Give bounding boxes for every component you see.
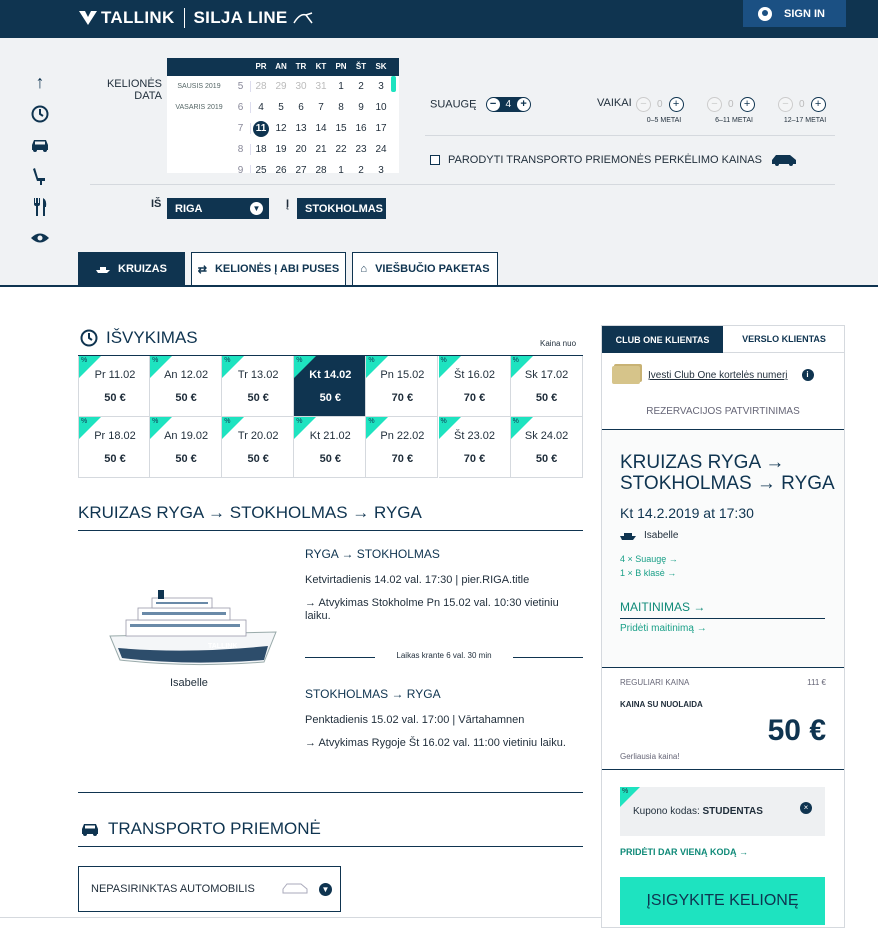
calendar-day[interactable] [311,165,331,173]
calendar-day[interactable] [251,165,271,173]
departure-title [80,328,198,348]
calendar[interactable] [167,58,399,173]
weekday: PR [255,62,267,71]
coupon-text [633,806,763,817]
calendar-week-row [167,76,399,97]
calendar-day[interactable] [271,102,291,113]
calendar-day-number: 29 [275,81,287,92]
add-code-link[interactable]: PRIDĖTI DAR VIENĄ KODĄ → [620,847,749,857]
children-1-age: 0–5 METAI [646,117,682,124]
from-value: RIGA [175,202,203,215]
clock-icon [80,329,98,347]
leg-return-title: STOKHOLMAS → RYGA [305,687,441,701]
calendar-body [167,76,399,173]
leg-outbound [305,547,585,633]
departure-price: 50 € [175,453,197,465]
discount-price-label: KAINA SU NUOLAIDA [620,700,703,709]
weekday: KT [315,62,327,71]
from-label: IŠ [151,198,162,210]
departure-date-option[interactable] [294,356,366,417]
departure-price: 70 € [391,392,414,404]
children-2-plus-button[interactable]: + [740,97,755,112]
calendar-week-row [167,139,399,160]
leg-return [305,687,585,760]
percent-icon: % [440,357,447,364]
leg-outbound-arrival: → Atvykimas Stokholme Pn 15.02 val. 10:30 vietiniu laiku. [305,597,559,622]
brand-tallink: TALLINK [101,8,175,27]
departure-title-text: IŠVYKIMAS [106,328,198,347]
calendar-day-number: 1 [338,81,344,92]
children-1-minus-button[interactable]: − [636,97,651,112]
divider [90,184,835,185]
departure-price: 50 € [175,392,197,404]
adults-minus-button[interactable]: − [487,98,500,111]
leg-outbound-title: RYGA → STOKHOLMAS [305,547,440,561]
departure-date-option[interactable] [439,356,511,417]
calendar-day-number: 17 [375,123,387,134]
calendar-day[interactable] [311,102,331,113]
club-card-icon [612,366,640,384]
calendar-day[interactable] [331,165,351,173]
percent-icon: % [152,357,159,364]
clock-icon[interactable] [29,98,51,129]
calendar-day-number: 11 [253,121,269,137]
weekday: SK [375,62,387,71]
tab-round-trip-label: KELIONĖS Į ABI PUSES [214,263,340,275]
percent-icon: % [81,418,88,425]
ship-icon [620,531,636,540]
calendar-day[interactable] [351,123,371,134]
departure-date-option[interactable] [511,356,583,417]
remove-coupon-icon[interactable]: × [800,802,812,814]
calendar-day-number: 22 [335,144,347,155]
children-2-age: 6–11 METAI [715,117,753,124]
departure-date-option[interactable] [366,417,438,478]
calendar-day-number: 20 [295,144,307,155]
percent-icon: % [512,357,519,364]
percent-icon: % [622,788,629,795]
passengers-link[interactable]: 4 × Suaugę → [620,554,678,564]
sidebar-icons [29,67,51,253]
car-icon[interactable] [29,129,51,160]
calendar-month-label: VASARIS 2019 [175,103,223,111]
departure-day: Tr 20.02 [237,430,279,442]
calendar-day[interactable] [351,165,371,173]
calendar-day[interactable] [251,81,271,92]
percent-icon: % [512,418,519,425]
children-1-value: 0 [657,99,663,110]
calendar-day[interactable] [251,121,271,137]
calendar-day-number: 24 [375,144,387,155]
coupon-label: Kupono kodas: [633,806,700,817]
calendar-day-number: 26 [275,165,287,173]
departure-date-option[interactable] [366,356,438,417]
adults-control [430,97,531,112]
percent-icon: % [440,418,447,425]
calendar-day-number: 14 [315,123,327,134]
chevron-down-icon: ▼ [250,202,263,215]
calendar-day[interactable] [371,123,391,134]
calendar-week-row [167,160,399,173]
calendar-day[interactable] [291,123,311,134]
to-value: STOKHOLMAS [305,202,384,215]
adults-plus-button[interactable]: + [517,98,530,111]
calendar-weekdays [167,58,399,76]
ship-image [108,588,278,668]
trip-summary-title: KRUIZAS RYGA → STOKHOLMAS → RYGA [620,452,835,494]
calendar-day-number: 16 [355,123,367,134]
calendar-day-number: 4 [258,102,264,113]
arrow-up-icon[interactable]: ↑ [35,72,45,92]
tab-hotel-package-label: VIEŠBUČIO PAKETAS [375,263,490,275]
user-icon [758,7,772,21]
departure-date-option[interactable] [222,356,294,417]
departure-day: An 19.02 [164,430,209,442]
chevron-down-icon: ▼ [319,883,332,896]
calendar-day[interactable] [371,102,391,113]
calendar-day[interactable] [331,144,351,155]
eye-icon[interactable] [29,222,51,253]
departure-price: 50 € [319,392,341,404]
calendar-day[interactable] [251,144,271,155]
departure-date-option[interactable] [294,417,366,478]
weekday: AN [275,62,287,71]
vehicle-title-text: TRANSPORTO PRIEMONĖ [108,819,321,838]
club-one-link[interactable]: Įvesti Club One kortelės numerį [648,369,788,381]
tab-club-one[interactable]: CLUB ONE KLIENTAS [602,326,723,353]
children-3-minus-button[interactable]: − [778,97,793,112]
children-stepper-1 [636,97,684,112]
calendar-day-number: 31 [315,81,327,92]
percent-icon: % [296,357,303,364]
ship-icon [96,265,110,273]
best-price-note: Gerliausia kaina! [620,752,680,761]
calendar-day-number: 1 [338,165,344,173]
svg-text:TALLINK: TALLINK [208,643,238,650]
departure-day: Pr 18.02 [94,430,136,442]
percent-icon: % [296,418,303,425]
trip-summary-date: Kt 14.2.2019 at 17:30 [620,505,754,521]
calendar-day[interactable] [291,144,311,155]
percent-icon: % [224,357,231,364]
divider [425,135,835,136]
calendar-day-number: 15 [335,123,347,134]
trip-summary [602,429,844,667]
departure-date-option[interactable] [222,417,294,478]
leg-outbound-departure: Ketvirtadienis 14.02 val. 17:30 | pier.RIGA.title [305,574,530,586]
dining-icon[interactable] [29,191,51,222]
divider [602,769,844,770]
departure-price: 50 € [247,453,269,465]
calendar-day[interactable] [331,81,351,92]
tab-cruise-label: KRUIZAS [118,263,167,275]
children-3-age: 12–17 METAI [783,117,827,124]
percent-icon: % [152,418,159,425]
checkbox[interactable] [430,155,440,165]
calendar-day-number: 10 [375,102,387,113]
meals-title[interactable]: MAITINIMAS → [620,600,825,619]
percent-icon: % [81,357,88,364]
cruise-title: KRUIZAS RYGA → STOKHOLMAS → RYGA [78,503,422,522]
divider [78,530,583,531]
calendar-day-number: 23 [355,144,367,155]
silja-wave-icon [292,11,314,25]
info-icon[interactable]: i [802,369,814,381]
cabin-link[interactable]: 1 × B klasė → [620,568,677,578]
departure-price: 50 € [535,392,558,404]
booking-summary [601,325,845,928]
home-icon: ⌂ [360,263,368,275]
ship-name: Isabelle [170,677,208,689]
adults-value: 4 [505,99,512,110]
children-2-minus-button[interactable]: − [707,97,722,112]
calendar-day-number: 2 [358,81,364,92]
adults-stepper [486,97,532,112]
children-stepper-3 [778,97,826,112]
calendar-scrollbar[interactable] [391,76,396,92]
travel-date-label: KELIONĖS DATA [106,78,162,102]
divider [0,917,601,918]
calendar-day[interactable] [251,102,271,113]
coupon-box [620,787,825,836]
calendar-day[interactable] [271,144,291,155]
departure-day: Št 16.02 [454,369,495,381]
calendar-day-number: 13 [295,123,307,134]
calendar-day-number: 3 [378,165,384,173]
to-select[interactable] [297,198,386,219]
departure-date-option[interactable] [150,417,222,478]
departure-date-option[interactable] [439,417,511,478]
regular-price-label: REGULIARI KAINA [620,678,690,687]
calendar-week-number: 7 [231,123,251,134]
tab-hotel-package[interactable] [352,252,498,286]
weekday: PN [335,62,347,71]
calendar-day[interactable] [291,165,311,173]
children-3-value: 0 [799,99,805,110]
departure-day: Kt 21.02 [309,430,351,442]
calendar-day-number: 7 [318,102,324,113]
calendar-month-label: SAUSIS 2019 [177,82,221,90]
calendar-day[interactable] [331,123,351,134]
coupon-code: STUDENTAS [702,806,763,817]
vehicle-title [80,819,321,839]
vehicle-select[interactable] [78,866,341,912]
calendar-day[interactable] [351,102,371,113]
percent-icon: % [368,357,375,364]
calendar-day[interactable] [291,102,311,113]
calendar-day[interactable] [291,81,311,92]
departure-day: Št 23.02 [454,430,495,442]
arrows-icon: ⇄ [197,263,207,276]
calendar-day-number: 21 [315,144,327,155]
calendar-day-number: 25 [255,165,267,173]
departure-date-option[interactable] [78,417,150,478]
departure-day: Sk 17.02 [524,369,569,381]
departure-day: Pn 15.02 [380,369,425,381]
departure-price: 50 € [535,453,558,465]
departure-day: Tr 13.02 [237,369,279,381]
children-1-plus-button[interactable]: + [669,97,684,112]
divider [78,846,583,847]
calendar-day-number: 8 [338,102,344,113]
departure-price: 70 € [463,453,486,465]
car-icon [80,822,100,836]
add-meals-link[interactable]: Pridėti maitinimą → [620,623,707,634]
calendar-day-number: 28 [255,81,267,92]
departure-day: Sk 24.02 [524,430,569,442]
departure-day: Kt 14.02 [309,369,352,381]
signin-button[interactable] [743,0,846,27]
calendar-day-number: 6 [298,102,304,113]
reservation-confirmation-label: REZERVACIJOS PATVIRTINIMAS [646,406,800,417]
vehicle-prices-label: PARODYTI TRANSPORTO PRIEMONĖS PERKĖLIMO KAINAS [448,154,762,166]
calendar-week-number: 5 [231,81,251,92]
calendar-day[interactable] [371,165,391,173]
departure-day: Pn 22.02 [380,430,425,442]
departure-day: An 12.02 [164,369,209,381]
calendar-day-number: 3 [378,81,384,92]
calendar-week-row [167,118,399,139]
calendar-day[interactable] [351,81,371,92]
total-price: 50 € [767,714,826,747]
calendar-day[interactable] [271,123,291,134]
calendar-day[interactable] [351,144,371,155]
vehicle-prices-checkbox[interactable] [430,154,798,166]
weekday: ŠT [355,62,367,71]
departure-date-option[interactable] [511,417,583,478]
car-icon [770,154,798,166]
signin-label: SIGN IN [784,7,825,20]
calendar-day[interactable] [371,81,391,92]
calendar-day[interactable] [271,81,291,92]
tab-round-trip[interactable] [191,252,346,286]
divider [78,792,583,793]
shore-time: Laikas krante 6 val. 30 min [305,651,583,663]
to-label: Į [286,198,290,210]
price-from-note: Kaina nuo [540,339,577,348]
children-2-value: 0 [728,99,734,110]
calendar-day[interactable] [331,102,351,113]
calendar-week-row [167,97,399,118]
calendar-day[interactable] [311,144,331,155]
buy-trip-button[interactable]: ĮSIGYKITE KELIONĘ [620,877,825,925]
children-3-plus-button[interactable]: + [811,97,826,112]
leg-return-departure: Penktadienis 15.02 val. 17:00 | Vārtahamnen [305,714,525,726]
price-summary [602,667,844,769]
departure-price: 50 € [104,453,126,465]
vehicle-select-value: NEPASIRINKTAS AUTOMOBILIS [91,883,255,895]
regular-price-value: 111 € [807,678,826,687]
tallink-logo-icon [79,11,97,25]
calendar-week-number: 6 [231,102,251,113]
weekday: TR [295,62,307,71]
departure-date-option[interactable] [78,356,150,417]
car-outline-icon [281,883,309,895]
calendar-day[interactable] [371,144,391,155]
adults-label: SUAUGĘ [430,98,477,111]
calendar-day-number: 27 [295,165,307,173]
club-one-card-row[interactable] [612,366,814,384]
calendar-week-number: 9 [231,165,251,173]
trip-summary-ship-name: Isabelle [644,530,679,541]
calendar-day-number: 28 [315,165,327,173]
calendar-day-number: 5 [278,102,284,113]
calendar-day[interactable] [311,81,331,92]
trip-summary-passengers [620,552,678,580]
calendar-day-number: 18 [255,144,267,155]
from-select[interactable] [167,198,269,219]
calendar-day-number: 2 [358,165,364,173]
calendar-week-number: 8 [231,144,251,155]
departure-date-option[interactable] [150,356,222,417]
calendar-day[interactable] [311,123,331,134]
departure-price: 50 € [247,392,269,404]
divider [0,285,878,287]
brand-logo[interactable] [79,8,318,28]
calendar-day-number: 12 [275,123,287,134]
children-label: VAIKAI [597,97,632,109]
percent-icon: % [224,418,231,425]
departure-price: 70 € [391,453,414,465]
departure-price: 50 € [319,453,341,465]
seat-icon[interactable] [29,160,51,191]
leg-return-arrival: → Atvykimas Rygoje Št 16.02 val. 11:00 vietiniu laiku. [305,737,566,749]
calendar-day-number: 19 [275,144,287,155]
tab-business[interactable]: VERSLO KLIENTAS [723,326,845,353]
departure-price: 70 € [463,392,486,404]
departure-day: Pr 11.02 [94,369,136,381]
children-stepper-2 [707,97,755,112]
trip-summary-ship [620,530,678,541]
departure-price: 50 € [104,392,126,404]
calendar-day-number: 9 [358,102,364,113]
calendar-day-number: 30 [295,81,307,92]
percent-icon: % [368,418,375,425]
brand-divider [184,8,185,28]
brand-silja: SILJA LINE [193,8,288,27]
calendar-day[interactable] [271,165,291,173]
tab-cruise[interactable] [78,252,185,286]
